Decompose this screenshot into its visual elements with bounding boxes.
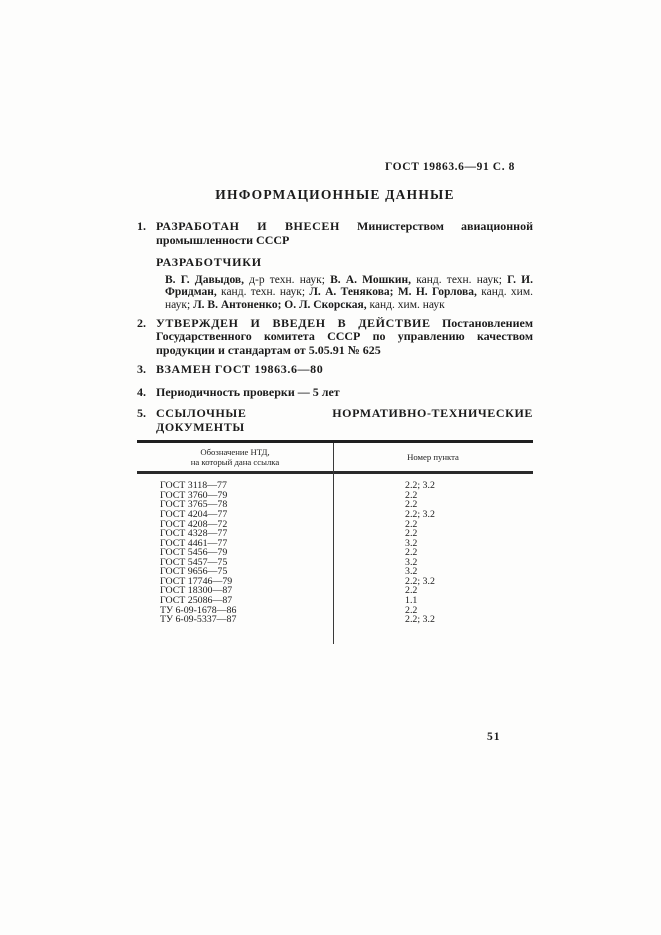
- punkt-cell: 2.2: [405, 528, 418, 540]
- list-item-4: [137, 386, 533, 400]
- item-number: 4.: [137, 384, 146, 399]
- list-item-2: [137, 317, 533, 358]
- developer-role: д-р техн. наук;: [244, 274, 331, 286]
- table-row: [137, 615, 533, 625]
- page-number: 51: [487, 731, 501, 743]
- ntd-cell: ГОСТ 25086—87: [160, 594, 233, 606]
- ntd-cell: ГОСТ 9656—75: [160, 566, 228, 578]
- punkt-cell: 2.2; 3.2: [405, 509, 435, 521]
- item-text: [156, 317, 533, 358]
- page-title: ИНФОРМАЦИОННЫЕ ДАННЫЕ: [215, 187, 455, 202]
- ntd-cell: ГОСТ 5456—79: [160, 547, 228, 559]
- punkt-cell: 2.2: [405, 499, 418, 511]
- ntd-cell: ГОСТ 4208—72: [160, 518, 228, 530]
- ntd-cell: ГОСТ 18300—87: [160, 585, 233, 597]
- col-header-ntd: [137, 447, 333, 467]
- ntd-cell: ТУ 6-09-1678—86: [160, 604, 237, 616]
- developer-role: канд. хим. наук;: [165, 286, 533, 311]
- punkt-cell: 2.2: [405, 547, 418, 559]
- developer-name: В. А. Мошкин,: [330, 274, 412, 286]
- ntd-cell: ГОСТ 4204—77: [160, 509, 228, 521]
- item-rest: Министерством авиационной промышленности СССР: [156, 219, 533, 247]
- item-number: 3.: [137, 362, 146, 377]
- table-body: [137, 474, 533, 624]
- table-header: [137, 443, 533, 474]
- developers-heading: РАЗРАБОТЧИКИ: [156, 255, 262, 269]
- item-number: 2.: [137, 315, 146, 330]
- ntd-cell: ГОСТ 3760—79: [160, 489, 228, 501]
- list-item-3: [137, 363, 533, 377]
- punkt-cell: 2.2; 3.2: [405, 480, 435, 492]
- ntd-cell: ГОСТ 3765—78: [160, 499, 228, 511]
- list-item-5: [137, 407, 533, 434]
- col-header-ntd-line2: на который дана ссылка: [190, 457, 280, 468]
- developer-name: О. Л. Скорская,: [284, 298, 367, 311]
- developer-name: М. Н. Горлова,: [397, 286, 477, 299]
- developer-role: канд. хим. наук: [366, 298, 445, 311]
- item-lead: УТВЕРЖДЕН И ВВЕДЕН В ДЕЙСТВИЕ: [156, 315, 431, 330]
- developer-name: Г. И. Фридман,: [165, 274, 533, 299]
- punkt-cell: 3.2: [405, 566, 418, 578]
- item-rest: Постановлением Государственного комитета СССР по управлению качеством продукции и стандартам от 5.05.91 № 625: [156, 315, 534, 357]
- developer-name: В. Г. Давыдов,: [165, 274, 244, 286]
- punkt-cell: 3.2: [405, 537, 418, 549]
- references-table: [137, 440, 533, 644]
- developer-role: канд. техн. наук;: [411, 274, 508, 286]
- punkt-cell: 2.2: [405, 585, 418, 597]
- ntd-cell: ГОСТ 4461—77: [160, 537, 228, 549]
- developer-role: канд. техн. наук;: [216, 286, 310, 299]
- punkt-cell: 1.1: [405, 594, 418, 606]
- running-head: ГОСТ 19863.6—91 С. 8: [384, 161, 515, 173]
- developer-name: Л. В. Антоненко;: [193, 298, 282, 311]
- item-text: ВЗАМЕН ГОСТ 19863.6—80: [156, 362, 324, 377]
- item-text: Периодичность проверки — 5 лет: [156, 384, 340, 399]
- punkt-cell: 2.2: [405, 489, 418, 501]
- item-text: ССЫЛОЧНЫЕ НОРМАТИВНО-ТЕХНИЧЕСКИЕ ДОКУМЕНТЫ: [156, 406, 533, 434]
- item-number: 1.: [137, 219, 146, 233]
- column-divider-header: [333, 443, 334, 471]
- column-divider: [333, 443, 334, 644]
- punkt-cell: 3.2: [405, 556, 418, 568]
- item-text: [156, 220, 533, 247]
- item-number: 5.: [137, 406, 146, 421]
- punkt-cell: 2.2; 3.2: [405, 575, 435, 587]
- list-item-1: [137, 220, 533, 247]
- col-header-ntd-line1: Обозначение НТД,: [200, 447, 270, 458]
- ntd-cell: ТУ 6-09-5337—87: [160, 614, 237, 626]
- ntd-cell: ГОСТ 4328—77: [160, 528, 228, 540]
- ntd-cell: ГОСТ 17746—79: [160, 575, 233, 587]
- punkt-cell: 2.2; 3.2: [405, 614, 435, 626]
- developers-paragraph: [165, 274, 533, 311]
- punkt-cell: 2.2: [405, 518, 418, 530]
- page-content: [137, 161, 533, 644]
- item-lead: РАЗРАБОТАН И ВНЕСЕН: [156, 219, 340, 233]
- punkt-cell: 2.2: [405, 604, 418, 616]
- col-header-punkt: Номер пункта: [407, 452, 459, 463]
- developer-name: Л. А. Тенякова;: [309, 286, 394, 299]
- ntd-cell: ГОСТ 3118—77: [160, 480, 227, 492]
- ntd-cell: ГОСТ 5457—75: [160, 556, 228, 568]
